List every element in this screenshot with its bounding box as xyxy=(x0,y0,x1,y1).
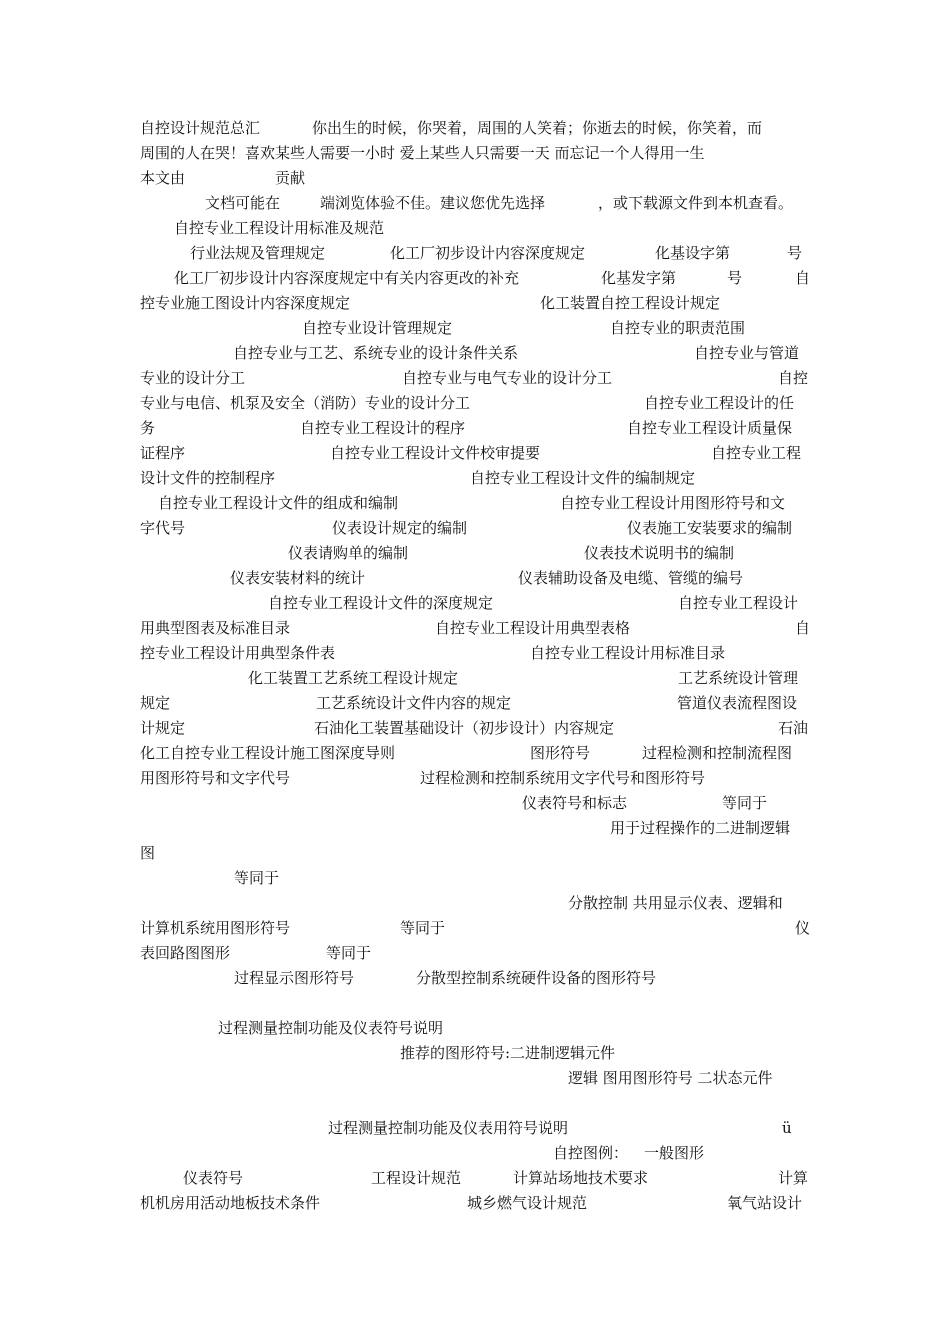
text-fragment: 石油化工装置基础设计（初步设计）内容规定 xyxy=(314,719,615,737)
text-fragment: 仪表符号 xyxy=(183,1169,244,1187)
text-fragment: 计算 xyxy=(778,1169,809,1187)
section-heading: 自控专业工程设计用标准及规范 xyxy=(174,219,385,237)
text-fragment: 用于过程操作的二进制逻辑 xyxy=(610,819,791,837)
text-fragment: 化基设字第 xyxy=(655,244,731,262)
text-fragment: 自控图例： xyxy=(553,1144,629,1162)
text-fragment: 城乡燃气设计规范 xyxy=(467,1194,588,1212)
text-fragment: 自控专业的职责范围 xyxy=(610,319,746,337)
text-fragment: 化基发字第 xyxy=(601,269,677,287)
text-fragment: 自控专业与电气专业的设计分工 xyxy=(402,369,613,387)
text-fragment: 自控专业设计管理规定 xyxy=(302,319,453,337)
text-fragment: 自控专业工程设计文件的编制规定 xyxy=(470,469,696,487)
text-fragment: 化工厂初步设计内容深度规定 xyxy=(390,244,586,262)
text-fragment: 仪表安装材料的统计 xyxy=(230,569,366,587)
text-fragment: 推荐的图形符号:二进制逻辑元件 xyxy=(400,1044,616,1062)
text-fragment: 工程设计规范 xyxy=(371,1169,462,1187)
text-fragment: 自控专业工程设计文件的深度规定 xyxy=(268,594,494,612)
text-fragment: 等同于 xyxy=(722,794,768,812)
text-fragment: 自控 xyxy=(778,369,809,387)
text-fragment: 行业法规及管理规定 xyxy=(190,244,326,262)
text-fragment: 本文由 xyxy=(140,169,186,187)
text-fragment: 化工装置自控工程设计规定 xyxy=(540,294,721,312)
text-fragment: 自 xyxy=(795,619,811,637)
text-fragment: 仪 xyxy=(795,919,811,937)
text-fragment: 仪表辅助设备及电缆、管缆的编号 xyxy=(518,569,744,587)
text-fragment: 等同于 xyxy=(326,944,372,962)
text-fragment: 自控专业工程设计文件的组成和编制 xyxy=(158,494,399,512)
text-fragment: 过程测量控制功能及仪表符号说明 xyxy=(218,1019,444,1037)
text-fragment: 文档可能在 xyxy=(205,194,281,212)
text-fragment: 工艺系统设计文件内容的规定 xyxy=(316,694,512,712)
text-fragment: 自控专业工程设计用标准目录 xyxy=(530,644,726,662)
text-fragment: 自控专业工程 xyxy=(711,444,802,462)
text-fragment: 号 xyxy=(727,269,743,287)
text-fragment: 化工装置工艺系统工程设计规定 xyxy=(248,669,459,687)
text-fragment: 贡献 xyxy=(275,169,306,187)
text-fragment: 过程显示图形符号 xyxy=(234,969,355,987)
doc-title: 自控设计规范总汇 xyxy=(140,119,261,137)
text-fragment: 仪表符号和标志 xyxy=(522,794,628,812)
text-fragment: 务 xyxy=(140,419,156,437)
text-fragment: 计算站场地技术要求 xyxy=(513,1169,649,1187)
text-fragment: 分散型控制系统硬件设备的图形符号 xyxy=(416,969,657,987)
text-fragment: 图 xyxy=(140,844,156,862)
text-fragment: 自控专业工程设计质量保 xyxy=(627,419,793,437)
text-fragment: ü xyxy=(782,1119,792,1137)
text-fragment: 仪表设计规定的编制 xyxy=(332,519,468,537)
text-fragment: 氧气站设计 xyxy=(727,1194,803,1212)
text-fragment: 你出生的时候，你哭着，周围的人笑着；你逝去的时候，你笑着，而 xyxy=(312,119,763,137)
text-fragment: 过程检测和控制流程图 xyxy=(642,744,793,762)
text-fragment: 分散控制 共用显示仪表、逻辑和 xyxy=(568,894,783,912)
text-fragment: 机机房用活动地板技术条件 xyxy=(140,1194,321,1212)
text-fragment: 表回路图图形 xyxy=(140,944,231,962)
text-fragment: 仪表施工安装要求的编制 xyxy=(627,519,793,537)
text-fragment: 等同于 xyxy=(400,919,446,937)
text-fragment: 自控专业工程设计用图形符号和文 xyxy=(560,494,786,512)
text-fragment: 字代号 xyxy=(140,519,186,537)
text-fragment: 专业的设计分工 xyxy=(140,369,246,387)
text-fragment: 自 xyxy=(795,269,811,287)
text-fragment: 控专业施工图设计内容深度规定 xyxy=(140,294,351,312)
text-fragment: 仪表请购单的编制 xyxy=(288,544,409,562)
text-fragment: 化工厂初步设计内容深度规定中有关内容更改的补充 xyxy=(174,269,520,287)
text-fragment: 自控专业工程设计的程序 xyxy=(300,419,466,437)
text-fragment: 自控专业工程设计用典型表格 xyxy=(435,619,631,637)
text-fragment: 端浏览体验不佳。建议您优先选择 xyxy=(320,194,546,212)
text-fragment: ，或下载源文件到本机查看。 xyxy=(598,194,794,212)
text-fragment: 石油 xyxy=(778,719,809,737)
text-fragment: 控专业工程设计用典型条件表 xyxy=(140,644,336,662)
text-fragment: 自控专业与管道 xyxy=(694,344,800,362)
text-fragment: 过程测量控制功能及仪表用符号说明 xyxy=(328,1119,569,1137)
text-fragment: 等同于 xyxy=(234,869,280,887)
text-fragment: 自控专业与工艺、系统专业的设计条件关系 xyxy=(233,344,519,362)
text-fragment: 仪表技术说明书的编制 xyxy=(584,544,735,562)
text-fragment: 计规定 xyxy=(140,719,186,737)
text-fragment: 过程检测和控制系统用文字代号和图形符号 xyxy=(420,769,706,787)
text-fragment: 专业与电信、机泵及安全（消防）专业的设计分工 xyxy=(140,394,471,412)
text-fragment: 周围的人在哭！喜欢某些人需要一小时 爱上某些人只需要一天 而忘记一个人得用一生 xyxy=(140,144,705,162)
text-fragment: 一般图形 xyxy=(644,1144,705,1162)
text-fragment: 自控专业工程设计文件校审提要 xyxy=(330,444,541,462)
text-fragment: 工艺系统设计管理 xyxy=(678,669,799,687)
text-fragment: 用图形符号和文字代号 xyxy=(140,769,291,787)
text-fragment: 化工自控专业工程设计施工图深度导则 xyxy=(140,744,396,762)
text-fragment: 号 xyxy=(787,244,803,262)
text-fragment: 规定 xyxy=(140,694,171,712)
text-fragment: 逻辑 图用图形符号 二状态元件 xyxy=(568,1069,773,1087)
text-fragment: 用典型图表及标准目录 xyxy=(140,619,291,637)
text-fragment: 证程序 xyxy=(140,444,186,462)
text-fragment: 设计文件的控制程序 xyxy=(140,469,276,487)
text-fragment: 管道仪表流程图设 xyxy=(677,694,798,712)
text-fragment: 自控专业工程设计 xyxy=(678,594,799,612)
text-fragment: 自控专业工程设计的任 xyxy=(644,394,795,412)
text-fragment: 图形符号 xyxy=(530,744,591,762)
text-fragment: 计算机系统用图形符号 xyxy=(140,919,291,937)
